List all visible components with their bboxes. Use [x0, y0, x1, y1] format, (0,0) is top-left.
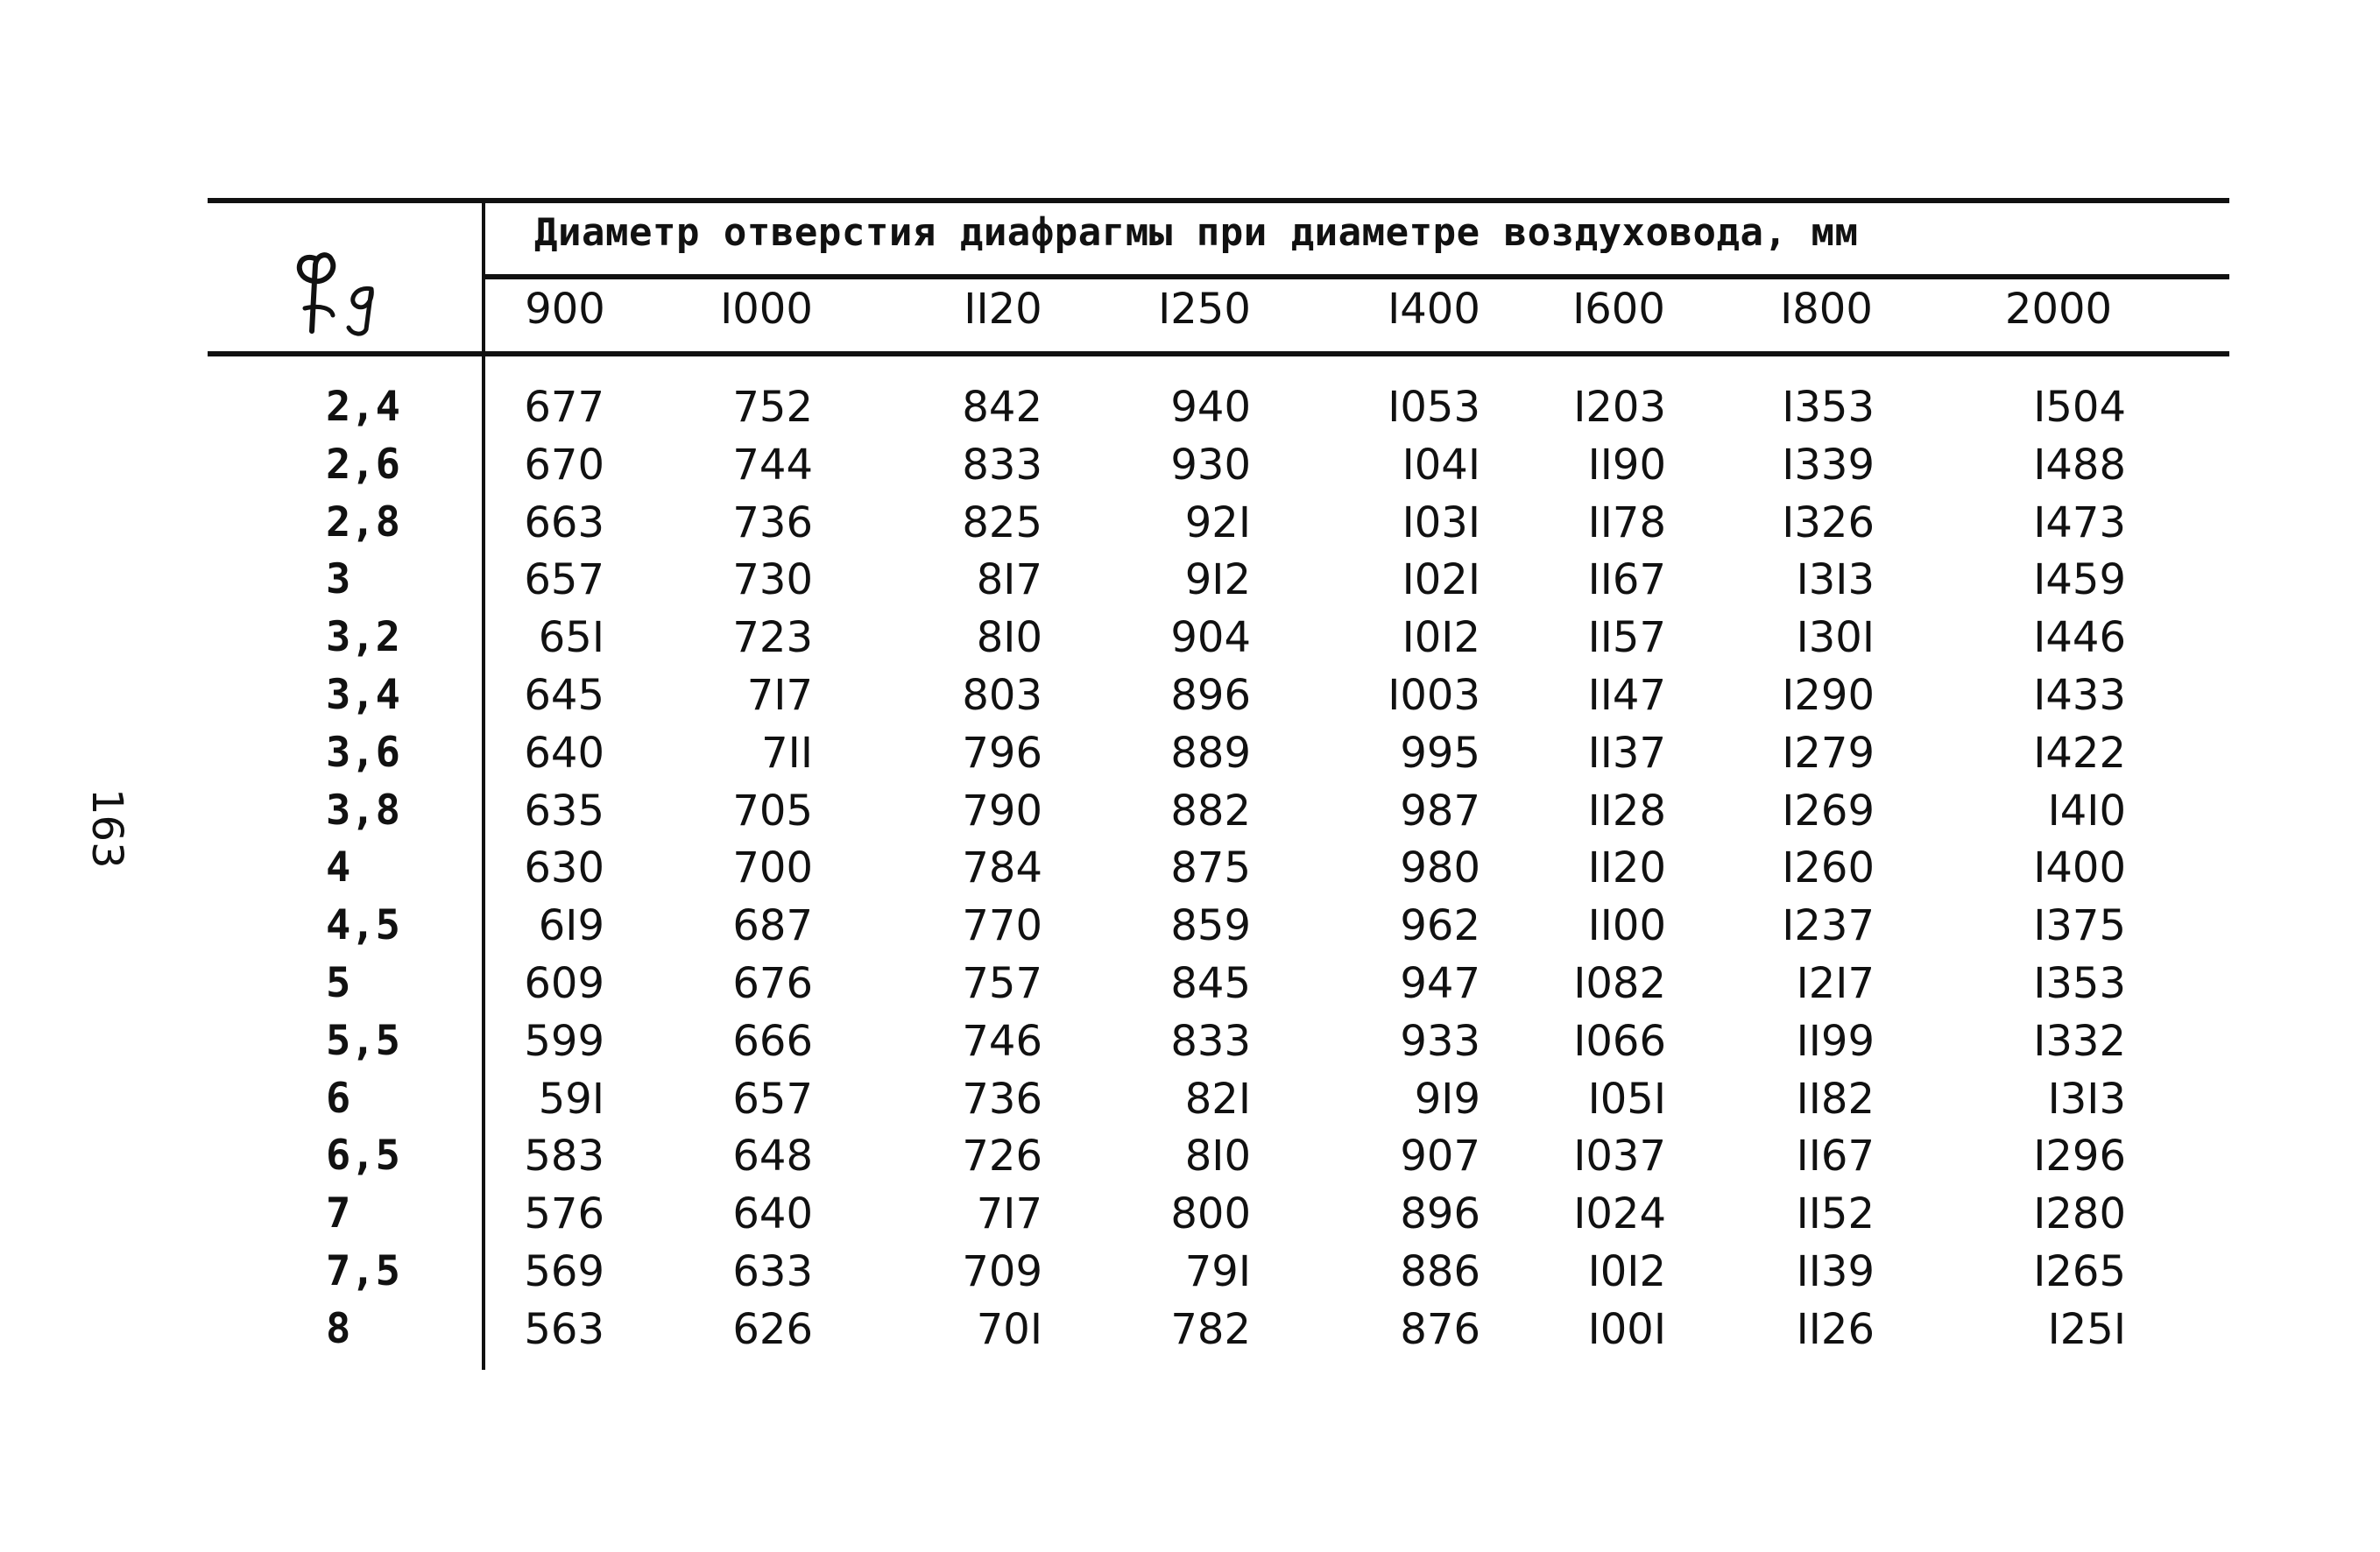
table-cell: 599: [524, 1016, 604, 1066]
row-label: 3,8: [326, 786, 400, 835]
table-cell: II20: [1587, 843, 1666, 893]
table-cell: 70I: [976, 1304, 1042, 1354]
table-cell: I3I3: [1796, 555, 1875, 605]
column-header: I600: [1572, 285, 1665, 334]
column-header: II20: [964, 285, 1042, 334]
table-cell: 930: [1170, 440, 1251, 490]
table-cell: II78: [1587, 497, 1666, 547]
table-cell: 666: [732, 1016, 813, 1066]
table-cell: 875: [1170, 843, 1251, 893]
table-cell: 59I: [538, 1074, 604, 1124]
table-cell: 886: [1400, 1247, 1480, 1296]
row-label: 6,5: [326, 1132, 400, 1181]
table-cell: I02I: [1402, 555, 1480, 605]
table-cell: I003: [1388, 671, 1480, 720]
table-cell: I066: [1573, 1016, 1666, 1066]
table-cell: 782: [1170, 1304, 1251, 1354]
table-cell: II39: [1796, 1247, 1875, 1296]
table-cell: 8I0: [1184, 1132, 1251, 1182]
column-header: I400: [1388, 285, 1480, 334]
table-cell: 635: [524, 786, 604, 836]
column-header: 900: [525, 285, 605, 334]
row-label: 3,6: [326, 728, 400, 777]
table-title: Диаметр отверстия диафрагмы при диаметре воздуховода, мм: [534, 210, 1859, 255]
table-cell: II52: [1796, 1189, 1875, 1239]
table-cell: 825: [962, 497, 1042, 547]
row-label: 5,5: [326, 1016, 400, 1065]
column-header: I800: [1780, 285, 1873, 334]
table-cell: 630: [524, 843, 604, 893]
table-cell: 648: [732, 1132, 813, 1182]
table-cell: 833: [962, 440, 1042, 490]
table-cell: I446: [2033, 613, 2126, 663]
table-cell: I279: [1782, 728, 1875, 778]
table-cell: 705: [732, 786, 813, 836]
table-cell: 583: [524, 1132, 604, 1182]
row-label: 8: [326, 1304, 351, 1353]
table-cell: 633: [732, 1247, 813, 1296]
row-label: 4: [326, 843, 351, 892]
row-label: 4,5: [326, 901, 400, 950]
table-cell: 8I0: [976, 613, 1042, 663]
table-cell: 744: [732, 440, 813, 490]
table-cell: I2I7: [1796, 959, 1875, 1008]
row-label: 3,4: [326, 671, 400, 719]
table-cell: 576: [524, 1189, 604, 1239]
table-cell: 896: [1400, 1189, 1480, 1239]
table-cell: 640: [732, 1189, 813, 1239]
table-cell: 79I: [1184, 1247, 1251, 1296]
table-cell: 569: [524, 1247, 604, 1296]
table-cell: 7II: [761, 728, 813, 778]
table-cell: I296: [2033, 1132, 2126, 1182]
table-cell: I024: [1573, 1189, 1666, 1239]
table-cell: 626: [732, 1304, 813, 1354]
table-cell: I269: [1782, 786, 1875, 836]
table-cell: 670: [524, 440, 604, 490]
table-cell: I4I0: [2047, 786, 2126, 836]
table-cell: I082: [1573, 959, 1666, 1008]
table-top-rule: [208, 198, 2229, 203]
table-cell: 92I: [1184, 497, 1251, 547]
table-cell: 677: [524, 383, 604, 432]
table-cell: I3I3: [2047, 1074, 2126, 1124]
table-cell: II99: [1796, 1016, 1875, 1066]
table-cell: I339: [1782, 440, 1875, 490]
table-cell: 687: [732, 901, 813, 951]
table-cell: 987: [1400, 786, 1480, 836]
table-cell: 709: [962, 1247, 1042, 1296]
row-header-divider: [482, 198, 485, 1370]
table-cell: II26: [1796, 1304, 1875, 1354]
table-cell: 730: [732, 555, 813, 605]
table-cell: I25I: [2047, 1304, 2126, 1354]
table-cell: I488: [2033, 440, 2126, 490]
table-cell: I03I: [1402, 497, 1480, 547]
table-cell: 6I9: [538, 901, 604, 951]
table-cell: I504: [2033, 383, 2126, 432]
table-cell: I353: [1782, 383, 1875, 432]
table-cell: 896: [1170, 671, 1251, 720]
table-cell: 8I7: [976, 555, 1042, 605]
table-cell: II67: [1796, 1132, 1875, 1182]
table-cell: 657: [524, 555, 604, 605]
table-cell: I400: [2033, 843, 2126, 893]
table-cell: 736: [732, 497, 813, 547]
row-label: 3: [326, 555, 351, 604]
table-cell: 645: [524, 671, 604, 720]
table-cell: II47: [1587, 671, 1666, 720]
page-number: 163: [82, 788, 131, 869]
row-label: 6: [326, 1074, 351, 1123]
table-cell: 723: [732, 613, 813, 663]
table-cell: I30I: [1796, 613, 1875, 663]
table-cell: I353: [2033, 959, 2126, 1008]
table-cell: I280: [2033, 1189, 2126, 1239]
table-cell: 980: [1400, 843, 1480, 893]
table-cell: 9I2: [1184, 555, 1251, 605]
table-cell: II37: [1587, 728, 1666, 778]
table-cell: 933: [1400, 1016, 1480, 1066]
table-cell: 962: [1400, 901, 1480, 951]
table-cell: II00: [1587, 901, 1666, 951]
table-cell: I037: [1573, 1132, 1666, 1182]
table-cell: I422: [2033, 728, 2126, 778]
phi-g-symbol-icon: [280, 235, 394, 340]
table-cell: 726: [962, 1132, 1042, 1182]
table-cell: 842: [962, 383, 1042, 432]
table-cell: 663: [524, 497, 604, 547]
table-cell: I290: [1782, 671, 1875, 720]
table-cell: I05I: [1587, 1074, 1666, 1124]
table-cell: II90: [1587, 440, 1666, 490]
table-cell: II67: [1587, 555, 1666, 605]
table-cell: 882: [1170, 786, 1251, 836]
table-cell: I00I: [1587, 1304, 1666, 1354]
table-cell: I203: [1573, 383, 1666, 432]
table-cell: I0I2: [1587, 1247, 1666, 1296]
table-cell: 833: [1170, 1016, 1251, 1066]
table-cell: 889: [1170, 728, 1251, 778]
header-bottom-rule: [208, 351, 2229, 356]
table-cell: 7I7: [976, 1189, 1042, 1239]
table-cell: 752: [732, 383, 813, 432]
table-cell: 940: [1170, 383, 1251, 432]
table-cell: I433: [2033, 671, 2126, 720]
table-cell: I237: [1782, 901, 1875, 951]
table-cell: 757: [962, 959, 1042, 1008]
table-cell: 9I9: [1414, 1074, 1480, 1124]
row-label: 3,2: [326, 613, 400, 662]
table-cell: 609: [524, 959, 604, 1008]
table-cell: I332: [2033, 1016, 2126, 1066]
table-cell: I375: [2033, 901, 2126, 951]
table-cell: 7I7: [746, 671, 813, 720]
table-cell: I053: [1388, 383, 1480, 432]
header-divider-rule: [484, 274, 2229, 279]
table-cell: 859: [1170, 901, 1251, 951]
column-header: I250: [1158, 285, 1251, 334]
table-cell: 790: [962, 786, 1042, 836]
table-cell: I459: [2033, 555, 2126, 605]
row-label: 2,8: [326, 497, 400, 547]
table-cell: 65I: [538, 613, 604, 663]
table-cell: I0I2: [1402, 613, 1480, 663]
table-cell: 947: [1400, 959, 1480, 1008]
table-cell: I473: [2033, 497, 2126, 547]
table-cell: 784: [962, 843, 1042, 893]
row-label: 2,6: [326, 440, 400, 489]
table-cell: I260: [1782, 843, 1875, 893]
table-cell: 845: [1170, 959, 1251, 1008]
table-cell: 803: [962, 671, 1042, 720]
table-cell: I265: [2033, 1247, 2126, 1296]
row-label: 7,5: [326, 1247, 400, 1295]
table-cell: 904: [1170, 613, 1251, 663]
table-cell: I326: [1782, 497, 1875, 547]
table-cell: 700: [732, 843, 813, 893]
table-cell: II57: [1587, 613, 1666, 663]
column-header: I000: [720, 285, 813, 334]
table-cell: I04I: [1402, 440, 1480, 490]
table-cell: 876: [1400, 1304, 1480, 1354]
column-header: 2000: [2004, 285, 2113, 334]
table-cell: 995: [1400, 728, 1480, 778]
table-cell: 736: [962, 1074, 1042, 1124]
row-label: 2,4: [326, 383, 400, 431]
table-cell: 676: [732, 959, 813, 1008]
table-cell: 907: [1400, 1132, 1480, 1182]
row-label: 7: [326, 1189, 351, 1238]
table-cell: II28: [1587, 786, 1666, 836]
table-cell: 82I: [1184, 1074, 1251, 1124]
table-cell: 640: [524, 728, 604, 778]
table-cell: 800: [1170, 1189, 1251, 1239]
table-cell: 796: [962, 728, 1042, 778]
table-cell: 770: [962, 901, 1042, 951]
table-cell: 657: [732, 1074, 813, 1124]
table-cell: 563: [524, 1304, 604, 1354]
row-label: 5: [326, 959, 351, 1007]
table-cell: II82: [1796, 1074, 1875, 1124]
table-cell: 746: [962, 1016, 1042, 1066]
